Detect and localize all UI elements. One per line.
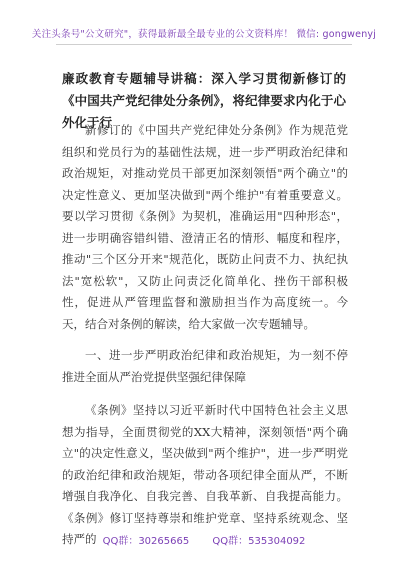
- header-banner: 关注头条号"公文研究"，获得最新最全最专业的公文资料库！ 微信: gongwenyj: [31, 29, 377, 40]
- section-heading: 一、进一步严明政治纪律和政治规矩，为一刻不停推进全面从严治党提供坚强纪律保障: [62, 348, 348, 384]
- document-title: 廉政教育专题辅导讲稿：深入学习贯彻新修订的《中国共产党纪律处分条例》，将纪律要求内化于心外化于行: [62, 71, 346, 130]
- footer-contacts: [0, 532, 408, 547]
- paragraph-intro: 新修订的《中国共产党纪律处分条例》作为规范党组织和党员行为的基础性法规，进一步严明政治纪律和政治规矩，对推动党员干部更加深刻领悟"两个确立"的决定性意义、更加坚决做到"两个维护"有着重要意义。要以学习贯彻《条例》为契机，准确运用"四种形态"，进一步明确容错纠错、澄清正名的情形、幅度和程序，推动"三个区分开来"规范化，既防止问责不力、执纪执法"宽松软"，又防止问责泛化简单化、挫伤干部积极性，促进从严管理监督和激励担当作为高度统一。今天，结合对条例的解读，给大家做一次专题辅导。: [62, 123, 348, 331]
- paragraph-section-1: 《条例》坚持以习近平新时代中国特色社会主义思想为指导，全面贯彻党的XX大精神，深刻领悟"两个确立"的决定性意义，坚决做到"两个维护"，进一步严明党的政治纪律和政治规矩，带动各项纪律全面从严，不断增强自我净化、自我完善、自我革新、自我提高能力。《条例》修订坚持尊崇和维护党章、坚持系统观念、坚持严的: [62, 403, 348, 546]
- footer-qq-group-1: QQ群：30265665: [102, 536, 190, 547]
- footer-qq-group-2: QQ群：535304092: [212, 536, 306, 547]
- header-divider: [56, 44, 352, 45]
- document-body: [62, 120, 348, 561]
